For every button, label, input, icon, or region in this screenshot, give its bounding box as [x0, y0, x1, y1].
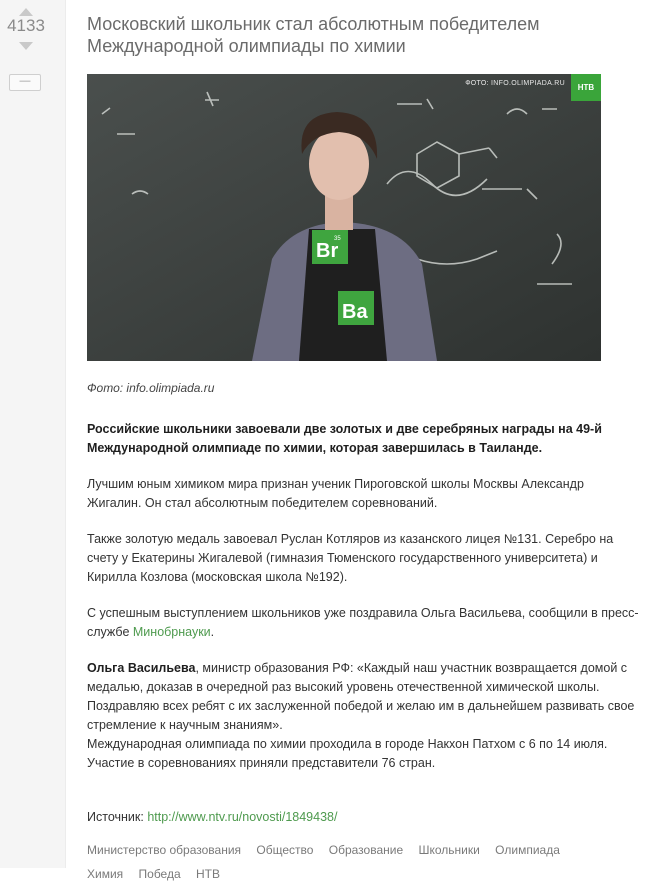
- post-title[interactable]: Московский школьник стал абсолютным победителем Международной олимпиады по химии: [87, 14, 540, 56]
- lead-paragraph: Российские школьники завоевали две золотых и две серебряных награды на 49-й Международной олимпиаде по химии, которая завершилась в Таиланде.: [87, 422, 602, 455]
- source-link[interactable]: http://www.ntv.ru/novosti/1849438/: [147, 810, 338, 824]
- source-label: Источник:: [87, 810, 148, 824]
- paragraph-quote: [87, 659, 639, 773]
- tag-item[interactable]: Общество: [256, 843, 314, 857]
- shirt-element-br: Br: [316, 240, 339, 262]
- rating-block: [0, 14, 52, 50]
- participants-count: Участие в соревнованиях приняли представители 76 стран.: [87, 756, 436, 770]
- paragraph-winner: Лучшим юным химиком мира признан ученик Пироговской школы Москвы Александр Жигалин. Он стал абсолютным победителем соревнований.: [87, 477, 584, 510]
- photo-caption: Фото: info.olimpiada.ru: [87, 381, 215, 395]
- post-image: [87, 74, 601, 361]
- olympiad-location: Международная олимпиада по химии проходила в городе Накхон Патхом с 6 по 14 июля.: [87, 737, 608, 751]
- shirt-element-number: 35: [334, 236, 341, 242]
- tag-item[interactable]: Школьники: [418, 843, 480, 857]
- congrats-text: С успешным выступлением школьников уже поздравила Ольга Васильева, сообщили в пресс-службе: [87, 606, 639, 639]
- tag-item[interactable]: Победа: [138, 867, 181, 881]
- source-line: [87, 810, 639, 824]
- tag-item[interactable]: Министерство образования: [87, 843, 242, 857]
- upvote-arrow-icon[interactable]: [19, 8, 33, 16]
- rating-count: 4133: [7, 16, 45, 35]
- congrats-end: .: [210, 625, 215, 639]
- downvote-arrow-icon[interactable]: [19, 42, 33, 50]
- shirt-element-ba: Ba: [342, 301, 368, 323]
- tag-item[interactable]: Образование: [328, 843, 404, 857]
- quote-text: , министр образования РФ: «Каждый наш участник возвращается домой с медалью, доказав в очередной раз высокий уровень отечественной химической школы. Поздравляю всех ребят с их заслуженной победой и желаю им в дальнейшем развивать свое стремление к научным знаниям».: [87, 661, 635, 732]
- quote-author: Ольга Васильева: [87, 661, 196, 675]
- tag-list: [87, 838, 607, 886]
- minobrnauki-link[interactable]: Минобрнауки: [132, 625, 211, 639]
- tag-item[interactable]: НТВ: [195, 867, 220, 881]
- post: [87, 13, 639, 886]
- photo-illustration: [87, 74, 601, 361]
- collapse-button[interactable]: —: [9, 74, 41, 91]
- tag-item[interactable]: Химия: [87, 867, 124, 881]
- ntv-logo-icon: НТВ: [571, 74, 601, 101]
- photo-credit-overlay: ФОТО: INFO.OLIMPIADA.RU: [465, 80, 565, 87]
- paragraph-medals: Также золотую медаль завоевал Руслан Котляров из казанского лицея №131. Серебро на счету у Екатерины Жигалевой (гимназия Тюменского государственного университета) и Кирилла Козлова (московская школа №192).: [87, 532, 614, 584]
- paragraph-congrats: [87, 604, 639, 642]
- tag-item[interactable]: Олимпиада: [495, 843, 560, 857]
- left-rail: [0, 0, 66, 868]
